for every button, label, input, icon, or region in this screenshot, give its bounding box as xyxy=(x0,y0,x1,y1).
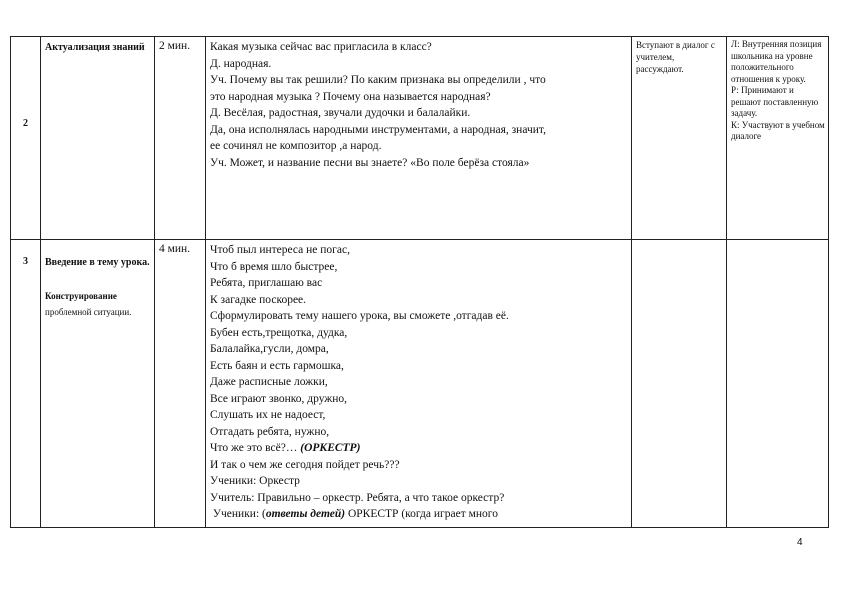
row-number-text: 3 xyxy=(23,256,28,267)
activity-text: Вступают в диалог с учителем, рассуждают. xyxy=(636,40,715,74)
content-line: Уч. Может, и название песни вы знаете? «Во поле берёза стояла» xyxy=(210,156,530,169)
content-cell xyxy=(206,240,632,528)
content-line: Уч. Почему вы так решили? По каким признака вы определили , что xyxy=(210,74,546,86)
content-line: Д. народная. xyxy=(210,57,272,70)
stage-title: Актуализация знаний xyxy=(45,42,145,53)
stage-subtitle-bold: Конструирование xyxy=(45,291,117,301)
last-prefix: Ученики: ( xyxy=(212,508,266,520)
row-number-text: 2 xyxy=(23,117,28,129)
uud-cell xyxy=(727,240,829,528)
riddle-answer: (ОРКЕСТР) xyxy=(300,442,361,454)
uud-cell xyxy=(727,37,829,240)
content-line: Чтоб пыл интереса не погас, xyxy=(210,244,350,256)
last-suffix: ОРКЕСТР (когда играет много xyxy=(345,508,498,520)
row-number xyxy=(11,37,41,240)
content-line: Все играют звонко, дружно, xyxy=(210,392,348,405)
content-line: Что б время шло быстрее, xyxy=(210,260,338,273)
activity-cell xyxy=(632,37,727,240)
content-line: Отгадать ребята, нужно, xyxy=(210,425,330,438)
time-value: 4 мин. xyxy=(159,243,191,255)
content-line: Есть баян и есть гармошка, xyxy=(210,359,344,372)
stage-cell xyxy=(41,37,155,240)
content-line: Бубен есть,трещотка, дудка, xyxy=(210,326,348,339)
content-line: Даже расписные ложки, xyxy=(210,376,328,388)
content-line: Какая музыка сейчас вас пригласила в класс? xyxy=(210,41,432,53)
time-value: 2 мин. xyxy=(159,40,191,52)
time-cell xyxy=(155,37,206,240)
uud-item: К: Участвуют в учебном диалоге xyxy=(731,119,825,141)
uud-item: Л: Внутренняя позиция школьника на уровне положительного отношения к уроку. xyxy=(731,39,822,84)
stage-title: Введение в тему урока. xyxy=(45,257,150,268)
table-row xyxy=(11,37,829,240)
content-line: Да, она исполнялась народными инструментами, а народная, значит, xyxy=(210,123,546,136)
lesson-plan-table xyxy=(10,36,829,528)
content-line: Ученики: Оркестр xyxy=(210,475,300,487)
activity-cell xyxy=(632,240,727,528)
content-line: Сформулировать тему нашего урока, вы сможете ,отгадав её. xyxy=(210,310,509,322)
content-cell xyxy=(206,37,632,240)
content-line: Учитель: Правильно – оркестр. Ребята, а что такое оркестр? xyxy=(210,491,505,504)
content-line: Ребята, приглашаю вас xyxy=(210,277,323,289)
content-line: И так о чем же сегодня пойдет речь??? xyxy=(210,458,400,471)
row-number xyxy=(11,240,41,528)
stage-subtitle xyxy=(45,288,150,320)
content-line: Балалайка,гусли, домра, xyxy=(210,343,329,355)
time-cell xyxy=(155,240,206,528)
page-number: 4 xyxy=(797,537,803,548)
content-line: это народная музыка ? Почему она называется народная? xyxy=(210,90,491,103)
content-line-last xyxy=(210,506,627,523)
last-italic: ответы детей) xyxy=(265,508,346,520)
table-row xyxy=(11,240,829,528)
content-line: Д. Весёлая, радостная, звучали дудочки и балалайки. xyxy=(210,107,471,119)
stage-subtitle-rest: проблемной ситуации. xyxy=(45,307,132,317)
riddle-prefix: Что же это всё?… xyxy=(210,442,298,454)
content-line: ее сочинял не композитор ,а народ. xyxy=(210,140,382,152)
content-line: К загадке поскорее. xyxy=(210,293,307,306)
content-line: Слушать их не надоест, xyxy=(210,409,326,421)
uud-item: Р: Принимают и решают поставленную задачу. xyxy=(731,85,819,118)
stage-cell xyxy=(41,240,155,528)
riddle-line xyxy=(210,440,627,457)
